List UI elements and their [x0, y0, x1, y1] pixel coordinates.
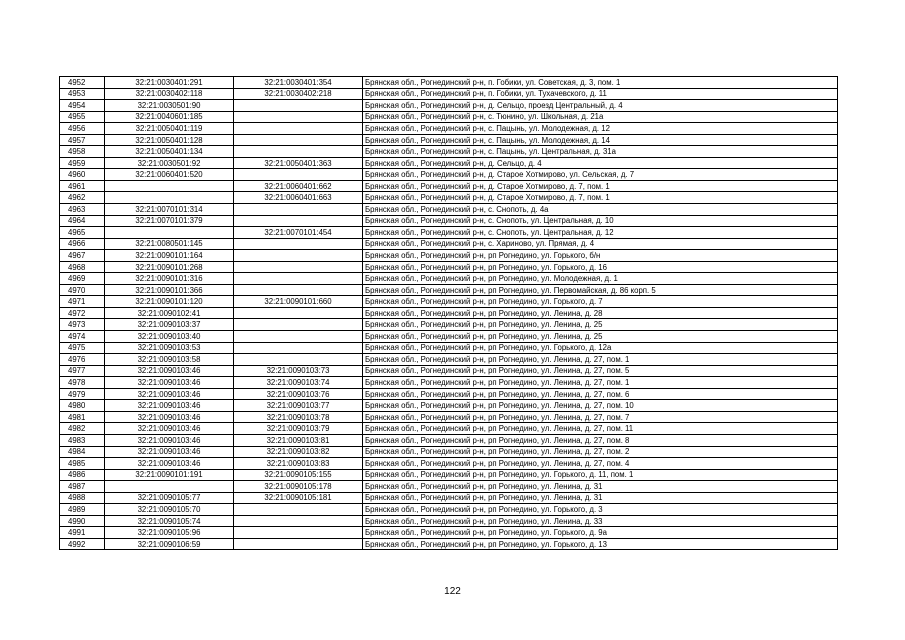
building-cadastral-number-cell [234, 515, 363, 527]
row-number-cell: 4984 [60, 446, 105, 458]
address-cell: Брянская обл., Рогнединский р-н, рп Рогнедино, ул. Горького, д. 16 [363, 261, 838, 273]
building-cadastral-number-cell [234, 319, 363, 331]
parcel-cadastral-number-cell: 32:21:0080501:145 [105, 238, 234, 250]
parcel-cadastral-number-cell [105, 481, 234, 493]
parcel-cadastral-number-cell: 32:21:0090103:40 [105, 331, 234, 343]
row-number-cell: 4964 [60, 215, 105, 227]
building-cadastral-number-cell: 32:21:0090103:81 [234, 434, 363, 446]
address-cell: Брянская обл., Рогнединский р-н, рп Рогнедино, ул. Горького, д. 7 [363, 296, 838, 308]
building-cadastral-number-cell [234, 504, 363, 516]
parcel-cadastral-number-cell: 32:21:0090101:120 [105, 296, 234, 308]
address-cell: Брянская обл., Рогнединский р-н, рп Рогнедино, ул. Ленина, д. 27, пом. 1 [363, 354, 838, 366]
building-cadastral-number-cell: 32:21:0070101:454 [234, 227, 363, 239]
address-cell: Брянская обл., Рогнединский р-н, с. Хариново, ул. Прямая, д. 4 [363, 238, 838, 250]
parcel-cadastral-number-cell: 32:21:0090101:366 [105, 284, 234, 296]
building-cadastral-number-cell [234, 146, 363, 158]
address-cell: Брянская обл., Рогнединский р-н, рп Рогнедино, ул. Ленина, д. 33 [363, 515, 838, 527]
table-row [60, 469, 838, 481]
table-row [60, 434, 838, 446]
building-cadastral-number-cell: 32:21:0090103:73 [234, 365, 363, 377]
building-cadastral-number-cell [234, 134, 363, 146]
building-cadastral-number-cell [234, 111, 363, 123]
address-cell: Брянская обл., Рогнединский р-н, с. Снопоть, ул. Центральная, д. 10 [363, 215, 838, 227]
table-row [60, 354, 838, 366]
parcel-cadastral-number-cell: 32:21:0090105:77 [105, 492, 234, 504]
row-number-cell: 4990 [60, 515, 105, 527]
building-cadastral-number-cell: 32:21:0060401:662 [234, 180, 363, 192]
address-cell: Брянская обл., Рогнединский р-н, рп Рогнедино, ул. Ленина, д. 25 [363, 319, 838, 331]
table-row [60, 423, 838, 435]
building-cadastral-number-cell: 32:21:0090105:181 [234, 492, 363, 504]
building-cadastral-number-cell [234, 273, 363, 285]
row-number-cell: 4982 [60, 423, 105, 435]
building-cadastral-number-cell [234, 169, 363, 181]
row-number-cell: 4963 [60, 204, 105, 216]
parcel-cadastral-number-cell: 32:21:0090103:46 [105, 446, 234, 458]
row-number-cell: 4992 [60, 538, 105, 550]
parcel-cadastral-number-cell: 32:21:0090106:59 [105, 538, 234, 550]
address-cell: Брянская обл., Рогнединский р-н, рп Рогнедино, ул. Ленина, д. 25 [363, 331, 838, 343]
parcel-cadastral-number-cell: 32:21:0090101:164 [105, 250, 234, 262]
table-row [60, 111, 838, 123]
table-row [60, 504, 838, 516]
address-cell: Брянская обл., Рогнединский р-н, с. Пацынь, ул. Молодежная, д. 14 [363, 134, 838, 146]
table-row [60, 123, 838, 135]
address-cell: Брянская обл., Рогнединский р-н, рп Рогнедино, ул. Ленина, д. 27, пом. 6 [363, 388, 838, 400]
table-row [60, 342, 838, 354]
row-number-cell: 4977 [60, 365, 105, 377]
table-row [60, 377, 838, 389]
row-number-cell: 4981 [60, 411, 105, 423]
address-cell: Брянская обл., Рогнединский р-н, д. Старое Хотмирово, ул. Сельская, д. 7 [363, 169, 838, 181]
parcel-cadastral-number-cell: 32:21:0090103:46 [105, 365, 234, 377]
address-cell: Брянская обл., Рогнединский р-н, рп Рогнедино, ул. Горького, д. 3 [363, 504, 838, 516]
parcel-cadastral-number-cell: 32:21:0090105:96 [105, 527, 234, 539]
address-cell: Брянская обл., Рогнединский р-н, д. Сельцо, д. 4 [363, 157, 838, 169]
address-cell: Брянская обл., Рогнединский р-н, с. Снопоть, д. 4а [363, 204, 838, 216]
table-row [60, 284, 838, 296]
row-number-cell: 4973 [60, 319, 105, 331]
row-number-cell: 4966 [60, 238, 105, 250]
building-cadastral-number-cell: 32:21:0090103:77 [234, 400, 363, 412]
table-row [60, 446, 838, 458]
parcel-cadastral-number-cell: 32:21:0030402:118 [105, 88, 234, 100]
parcel-cadastral-number-cell: 32:21:0030501:90 [105, 100, 234, 112]
address-cell: Брянская обл., Рогнединский р-н, п. Гобики, ул. Советская, д. 3, пом. 1 [363, 77, 838, 89]
table-row [60, 400, 838, 412]
row-number-cell: 4979 [60, 388, 105, 400]
parcel-cadastral-number-cell: 32:21:0050401:119 [105, 123, 234, 135]
table-row [60, 134, 838, 146]
address-cell: Брянская обл., Рогнединский р-н, рп Рогнедино, ул. Первомайская, д. 86 корп. 5 [363, 284, 838, 296]
building-cadastral-number-cell [234, 238, 363, 250]
address-cell: Брянская обл., Рогнединский р-н, рп Рогнедино, ул. Молодежная, д. 1 [363, 273, 838, 285]
parcel-cadastral-number-cell: 32:21:0090101:316 [105, 273, 234, 285]
table-row [60, 307, 838, 319]
address-cell: Брянская обл., Рогнединский р-н, д. Сельцо, проезд Центральный, д. 4 [363, 100, 838, 112]
address-cell: Брянская обл., Рогнединский р-н, рп Рогнедино, ул. Ленина, д. 27, пом. 10 [363, 400, 838, 412]
address-cell: Брянская обл., Рогнединский р-н, рп Рогнедино, ул. Ленина, д. 27, пом. 8 [363, 434, 838, 446]
table-body [60, 77, 838, 550]
building-cadastral-number-cell: 32:21:0060401:663 [234, 192, 363, 204]
building-cadastral-number-cell: 32:21:0090105:178 [234, 481, 363, 493]
row-number-cell: 4969 [60, 273, 105, 285]
parcel-cadastral-number-cell: 32:21:0090105:70 [105, 504, 234, 516]
row-number-cell: 4989 [60, 504, 105, 516]
table-row [60, 157, 838, 169]
table-row [60, 215, 838, 227]
row-number-cell: 4967 [60, 250, 105, 262]
row-number-cell: 4965 [60, 227, 105, 239]
address-cell: Брянская обл., Рогнединский р-н, рп Рогнедино, ул. Горького, д. 12а [363, 342, 838, 354]
row-number-cell: 4985 [60, 458, 105, 470]
building-cadastral-number-cell: 32:21:0090103:82 [234, 446, 363, 458]
building-cadastral-number-cell: 32:21:0050401:363 [234, 157, 363, 169]
building-cadastral-number-cell [234, 250, 363, 262]
table-row [60, 492, 838, 504]
parcel-cadastral-number-cell: 32:21:0090103:58 [105, 354, 234, 366]
address-cell: Брянская обл., Рогнединский р-н, с. Снопоть, ул. Центральная, д. 12 [363, 227, 838, 239]
parcel-cadastral-number-cell: 32:21:0060401:520 [105, 169, 234, 181]
row-number-cell: 4980 [60, 400, 105, 412]
row-number-cell: 4986 [60, 469, 105, 481]
table-row [60, 250, 838, 262]
building-cadastral-number-cell: 32:21:0090103:79 [234, 423, 363, 435]
building-cadastral-number-cell [234, 307, 363, 319]
row-number-cell: 4988 [60, 492, 105, 504]
parcel-cadastral-number-cell: 32:21:0090103:46 [105, 388, 234, 400]
table-row [60, 527, 838, 539]
row-number-cell: 4983 [60, 434, 105, 446]
parcel-cadastral-number-cell: 32:21:0090103:46 [105, 458, 234, 470]
parcel-cadastral-number-cell: 32:21:0090101:268 [105, 261, 234, 273]
parcel-cadastral-number-cell: 32:21:0090103:46 [105, 423, 234, 435]
address-cell: Брянская обл., Рогнединский р-н, д. Старое Хотмирово, д. 7, пом. 1 [363, 192, 838, 204]
building-cadastral-number-cell: 32:21:0030402:218 [234, 88, 363, 100]
row-number-cell: 4987 [60, 481, 105, 493]
building-cadastral-number-cell [234, 527, 363, 539]
table-row [60, 515, 838, 527]
address-cell: Брянская обл., Рогнединский р-н, рп Рогнедино, ул. Ленина, д. 27, пом. 7 [363, 411, 838, 423]
building-cadastral-number-cell [234, 215, 363, 227]
row-number-cell: 4970 [60, 284, 105, 296]
parcel-cadastral-number-cell: 32:21:0030401:291 [105, 77, 234, 89]
address-cell: Брянская обл., Рогнединский р-н, с. Пацынь, ул. Молодежная, д. 12 [363, 123, 838, 135]
table-row [60, 331, 838, 343]
building-cadastral-number-cell: 32:21:0090103:76 [234, 388, 363, 400]
building-cadastral-number-cell: 32:21:0090103:74 [234, 377, 363, 389]
row-number-cell: 4968 [60, 261, 105, 273]
address-cell: Брянская обл., Рогнединский р-н, рп Рогнедино, ул. Ленина, д. 27, пом. 1 [363, 377, 838, 389]
row-number-cell: 4971 [60, 296, 105, 308]
row-number-cell: 4962 [60, 192, 105, 204]
table-row [60, 192, 838, 204]
address-cell: Брянская обл., Рогнединский р-н, рп Рогнедино, ул. Ленина, д. 28 [363, 307, 838, 319]
parcel-cadastral-number-cell: 32:21:0090105:74 [105, 515, 234, 527]
parcel-cadastral-number-cell: 32:21:0070101:379 [105, 215, 234, 227]
building-cadastral-number-cell [234, 342, 363, 354]
row-number-cell: 4961 [60, 180, 105, 192]
table-row [60, 296, 838, 308]
table-row [60, 227, 838, 239]
row-number-cell: 4974 [60, 331, 105, 343]
table-row [60, 204, 838, 216]
building-cadastral-number-cell [234, 284, 363, 296]
row-number-cell: 4952 [60, 77, 105, 89]
building-cadastral-number-cell: 32:21:0030401:354 [234, 77, 363, 89]
address-cell: Брянская обл., Рогнединский р-н, рп Рогнедино, ул. Горького, д. 13 [363, 538, 838, 550]
row-number-cell: 4972 [60, 307, 105, 319]
table-row [60, 319, 838, 331]
parcel-cadastral-number-cell: 32:21:0090103:53 [105, 342, 234, 354]
building-cadastral-number-cell [234, 261, 363, 273]
building-cadastral-number-cell: 32:21:0090101:660 [234, 296, 363, 308]
address-cell: Брянская обл., Рогнединский р-н, рп Рогнедино, ул. Ленина, д. 27, пом. 5 [363, 365, 838, 377]
address-cell: Брянская обл., Рогнединский р-н, рп Рогнедино, ул. Горького, д. 9а [363, 527, 838, 539]
address-cell: Брянская обл., Рогнединский р-н, рп Рогнедино, ул. Ленина, д. 31 [363, 481, 838, 493]
table-row [60, 88, 838, 100]
address-cell: Брянская обл., Рогнединский р-н, с. Пацынь, ул. Центральная, д. 31а [363, 146, 838, 158]
parcel-cadastral-number-cell: 32:21:0090103:46 [105, 377, 234, 389]
registry-table [59, 76, 838, 550]
row-number-cell: 4976 [60, 354, 105, 366]
address-cell: Брянская обл., Рогнединский р-н, рп Рогнедино, ул. Ленина, д. 27, пом. 4 [363, 458, 838, 470]
address-cell: Брянская обл., Рогнединский р-н, п. Гобики, ул. Тухачевского, д. 11 [363, 88, 838, 100]
parcel-cadastral-number-cell: 32:21:0090103:37 [105, 319, 234, 331]
row-number-cell: 4991 [60, 527, 105, 539]
building-cadastral-number-cell: 32:21:0090105:155 [234, 469, 363, 481]
address-cell: Брянская обл., Рогнединский р-н, рп Рогнедино, ул. Ленина, д. 27, пом. 2 [363, 446, 838, 458]
row-number-cell: 4960 [60, 169, 105, 181]
table-row [60, 273, 838, 285]
building-cadastral-number-cell [234, 123, 363, 135]
row-number-cell: 4978 [60, 377, 105, 389]
table-row [60, 388, 838, 400]
row-number-cell: 4953 [60, 88, 105, 100]
parcel-cadastral-number-cell: 32:21:0070101:314 [105, 204, 234, 216]
building-cadastral-number-cell [234, 331, 363, 343]
address-cell: Брянская обл., Рогнединский р-н, рп Рогнедино, ул. Горького, б/н [363, 250, 838, 262]
address-cell: Брянская обл., Рогнединский р-н, д. Старое Хотмирово, д. 7, пом. 1 [363, 180, 838, 192]
table-row [60, 481, 838, 493]
address-cell: Брянская обл., Рогнединский р-н, рп Рогнедино, ул. Ленина, д. 31 [363, 492, 838, 504]
parcel-cadastral-number-cell: 32:21:0090102:41 [105, 307, 234, 319]
parcel-cadastral-number-cell: 32:21:0030501:92 [105, 157, 234, 169]
row-number-cell: 4975 [60, 342, 105, 354]
table-row [60, 146, 838, 158]
table-row [60, 169, 838, 181]
row-number-cell: 4959 [60, 157, 105, 169]
building-cadastral-number-cell [234, 354, 363, 366]
parcel-cadastral-number-cell [105, 227, 234, 239]
row-number-cell: 4956 [60, 123, 105, 135]
table-row [60, 411, 838, 423]
building-cadastral-number-cell [234, 204, 363, 216]
table-row [60, 238, 838, 250]
table-row [60, 77, 838, 89]
address-cell: Брянская обл., Рогнединский р-н, рп Рогнедино, ул. Горького, д. 11, пом. 1 [363, 469, 838, 481]
table-row [60, 365, 838, 377]
page-number: 122 [444, 586, 461, 597]
parcel-cadastral-number-cell [105, 192, 234, 204]
building-cadastral-number-cell [234, 100, 363, 112]
parcel-cadastral-number-cell: 32:21:0090101:191 [105, 469, 234, 481]
parcel-cadastral-number-cell: 32:21:0090103:46 [105, 400, 234, 412]
parcel-cadastral-number-cell [105, 180, 234, 192]
address-cell: Брянская обл., Рогнединский р-н, рп Рогнедино, ул. Ленина, д. 27, пом. 11 [363, 423, 838, 435]
building-cadastral-number-cell: 32:21:0090103:83 [234, 458, 363, 470]
parcel-cadastral-number-cell: 32:21:0090103:46 [105, 434, 234, 446]
table-row [60, 538, 838, 550]
row-number-cell: 4957 [60, 134, 105, 146]
table-row [60, 100, 838, 112]
row-number-cell: 4958 [60, 146, 105, 158]
parcel-cadastral-number-cell: 32:21:0050401:128 [105, 134, 234, 146]
row-number-cell: 4955 [60, 111, 105, 123]
table-row [60, 261, 838, 273]
building-cadastral-number-cell [234, 538, 363, 550]
row-number-cell: 4954 [60, 100, 105, 112]
parcel-cadastral-number-cell: 32:21:0090103:46 [105, 411, 234, 423]
table-row [60, 180, 838, 192]
parcel-cadastral-number-cell: 32:21:0050401:134 [105, 146, 234, 158]
address-cell: Брянская обл., Рогнединский р-н, с. Тюнино, ул. Школьная, д. 21а [363, 111, 838, 123]
table-row [60, 458, 838, 470]
building-cadastral-number-cell: 32:21:0090103:78 [234, 411, 363, 423]
parcel-cadastral-number-cell: 32:21:0040601:185 [105, 111, 234, 123]
